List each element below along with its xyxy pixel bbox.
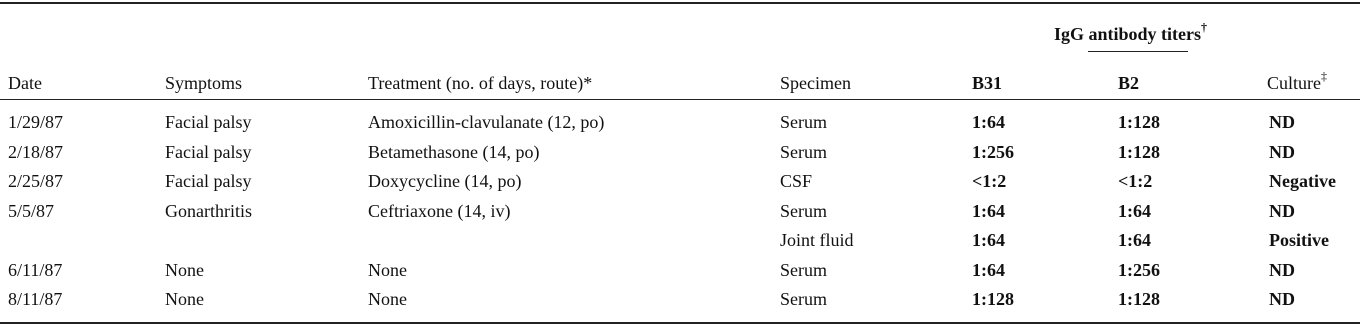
- cell-symptoms: Facial palsy: [165, 171, 252, 191]
- header-treatment: Treatment (no. of days, route)*: [368, 73, 593, 93]
- cell-treatment: Amoxicillin-clavulanate (12, po): [368, 112, 605, 132]
- cell-symptoms: Gonarthritis: [165, 200, 252, 221]
- cell-b2: 1:128: [1118, 141, 1160, 162]
- header-date: Date: [8, 73, 42, 93]
- cell-symptoms: None: [165, 259, 204, 280]
- cell-specimen: CSF: [780, 171, 813, 191]
- cell-date: 5/5/87: [8, 200, 55, 221]
- cell-date: 2/25/87: [8, 171, 64, 191]
- header-b31: B31: [972, 73, 1003, 93]
- cell-date: 1/29/87: [8, 112, 64, 132]
- cell-specimen: Serum: [780, 141, 827, 162]
- cell-b31: 1:64: [972, 230, 1005, 250]
- cell-b2: 1:128: [1118, 289, 1160, 309]
- cell-specimen: Serum: [780, 289, 827, 309]
- cell-date: 6/11/87: [8, 259, 63, 280]
- igg-titers-group-header: [1054, 20, 1208, 45]
- table-top-rule: [0, 2, 1360, 4]
- cell-specimen: Joint fluid: [780, 230, 854, 250]
- header-b2: B2: [1118, 73, 1140, 93]
- cell-treatment: Betamethasone (14, po): [368, 141, 540, 162]
- cell-treatment: None: [368, 259, 407, 280]
- header-culture-text: Culture: [1267, 73, 1321, 93]
- cell-b31: <1:2: [972, 171, 1007, 191]
- cell-b31: 1:64: [972, 200, 1005, 221]
- cell-b31: 1:64: [972, 112, 1005, 132]
- cell-culture: ND: [1269, 289, 1295, 309]
- cell-b2: 1:128: [1118, 112, 1160, 132]
- cell-date: 8/11/87: [8, 289, 63, 309]
- cell-date: 2/18/87: [8, 141, 64, 162]
- double-dagger-footnote-mark: ‡: [1321, 69, 1327, 83]
- cell-b2: <1:2: [1118, 171, 1153, 191]
- cell-culture: ND: [1269, 141, 1295, 162]
- header-specimen: Specimen: [780, 73, 851, 93]
- cell-culture: ND: [1269, 112, 1295, 132]
- header-culture: [1267, 69, 1327, 94]
- cell-specimen: Serum: [780, 200, 827, 221]
- cell-b2: 1:256: [1118, 259, 1160, 280]
- cell-specimen: Serum: [780, 112, 827, 132]
- header-symptoms: Symptoms: [165, 73, 243, 93]
- cell-symptoms: Facial palsy: [165, 112, 252, 132]
- cell-treatment: Doxycycline (14, po): [368, 171, 522, 191]
- header-bottom-rule: [0, 99, 1360, 100]
- cell-culture: ND: [1269, 259, 1295, 280]
- cell-symptoms: None: [165, 289, 204, 309]
- cell-culture: Positive: [1269, 230, 1329, 250]
- igg-titers-underline: [1088, 51, 1188, 52]
- cell-b2: 1:64: [1118, 200, 1151, 221]
- cell-specimen: Serum: [780, 259, 827, 280]
- dagger-footnote-mark: †: [1201, 20, 1208, 34]
- cell-treatment: None: [368, 289, 407, 309]
- cell-treatment: Ceftriaxone (14, iv): [368, 200, 511, 221]
- cell-symptoms: Facial palsy: [165, 141, 252, 162]
- igg-titers-header-text: IgG antibody titers: [1054, 24, 1202, 44]
- cell-b31: 1:128: [972, 289, 1014, 309]
- cell-b31: 1:64: [972, 259, 1005, 280]
- cell-culture: Negative: [1269, 171, 1336, 191]
- cell-b31: 1:256: [972, 141, 1014, 162]
- cell-culture: ND: [1269, 200, 1295, 221]
- cell-b2: 1:64: [1118, 230, 1151, 250]
